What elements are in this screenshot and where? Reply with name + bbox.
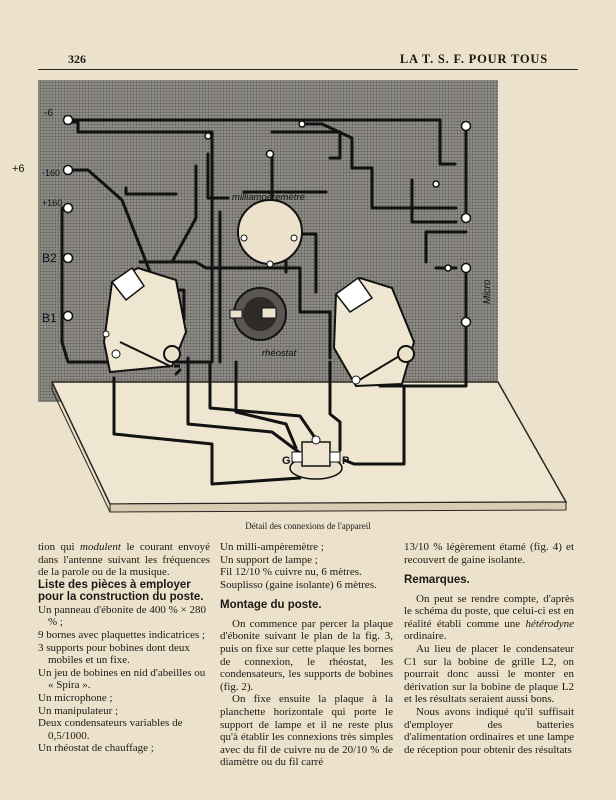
remarks-paragraph-2: Au lieu de placer le condensateur C1 sur la bobine de grille L2, on pourrait donc aussi le monter en dérivation sur la bobine de plaque L2 et les résultats seraient aussi bons. [404, 643, 574, 706]
remarks-paragraph-3: Nous avons indiqué qu'il suffisait d'employer des batteries d'alimentation ordinaires et une lampe de réception pour obtenir des résultats [404, 706, 574, 756]
assembly-paragraph-2: On fixe ensuite la plaque à la planchette horizontale qui porte le support de lampe et il ne reste plus qu'à établir les connexions très simples avec du fil de cuivre nu de 20/10 % de diamètre ou du fil carré [220, 693, 393, 769]
column-1 [38, 541, 210, 755]
continuation-paragraph: 13/10 % légèrement étamé (fig. 4) et recouvert de gaine isolante. [404, 541, 574, 566]
label-rheostat: rhéostat [262, 348, 297, 359]
label-p: P [342, 455, 350, 467]
label-plus160: +160 [42, 198, 63, 208]
left-coil-holder [103, 268, 186, 372]
remarks-paragraph-1: On peut se rendre compte, d'après le schéma du poste, que celui-ci est en réalité établi comme une hétérodyne ordinaire. [404, 592, 574, 643]
list-item: Un panneau d'ébonite de 400 % × 280 % ; [38, 603, 206, 629]
list-item: Un milli-ampèremètre ; [220, 541, 324, 553]
list-item: Deux condensateurs variables de 0,5/1000. [38, 717, 183, 742]
list-item: Un manipulateur ; [38, 704, 119, 717]
wiring-figure [0, 72, 616, 522]
list-item: Souplisso (gaine isolante) 6 mètres. [220, 578, 377, 591]
running-title: LA T. S. F. POUR TOUS [399, 52, 548, 66]
label-plus6: +6 [12, 163, 25, 175]
label-minus160: -160 [42, 168, 61, 178]
remarks-heading: Remarques. [404, 574, 470, 587]
figure-caption: Détail des connexions de l'appareil [245, 521, 371, 531]
list-item: Un jeu de bobines en nid d'abeilles ou « Spira ». [38, 666, 206, 692]
label-b1: B1 [42, 311, 57, 325]
label-milliamperemetre: milliampèremètre [232, 192, 305, 203]
column-3 [404, 541, 574, 756]
list-item: Un support de lampe ; [220, 553, 318, 566]
label-g: G [282, 455, 291, 467]
parts-list-heading: Liste des pièces à employer pour la construction du poste. [38, 578, 204, 604]
list-item: Un rhéostat de chauffage ; [38, 742, 154, 755]
list-item: Fil 12/10 % cuivre nu, 6 mètres. [220, 566, 362, 579]
assembly-paragraph-1: On commence par percer la plaque d'ébonite suivant le plan de la fig. 3, puis on fixe sur cette plaque les bornes de connexion, le rhéostat, les condensateurs, les supports de bobines (fig. 2). [220, 617, 393, 693]
label-micro: Micro [482, 279, 493, 304]
assembly-heading: Montage du poste. [220, 599, 322, 612]
list-item: 3 supports pour bobines dont deux mobiles et un fixe. [38, 641, 190, 667]
header-rule [38, 69, 578, 70]
label-b2: B2 [42, 251, 57, 265]
list-item: 9 bornes avec plaquettes indicatrices ; [38, 628, 206, 641]
label-minus6: -6 [44, 108, 53, 119]
column-2 [220, 541, 393, 769]
intro-paragraph: tion qui modulent le courant envoyé dans l'antenne suivant les fréquences de la parole ou de la musique. [38, 541, 210, 579]
list-item: Un microphone ; [38, 691, 113, 704]
page-number: 326 [68, 52, 86, 66]
